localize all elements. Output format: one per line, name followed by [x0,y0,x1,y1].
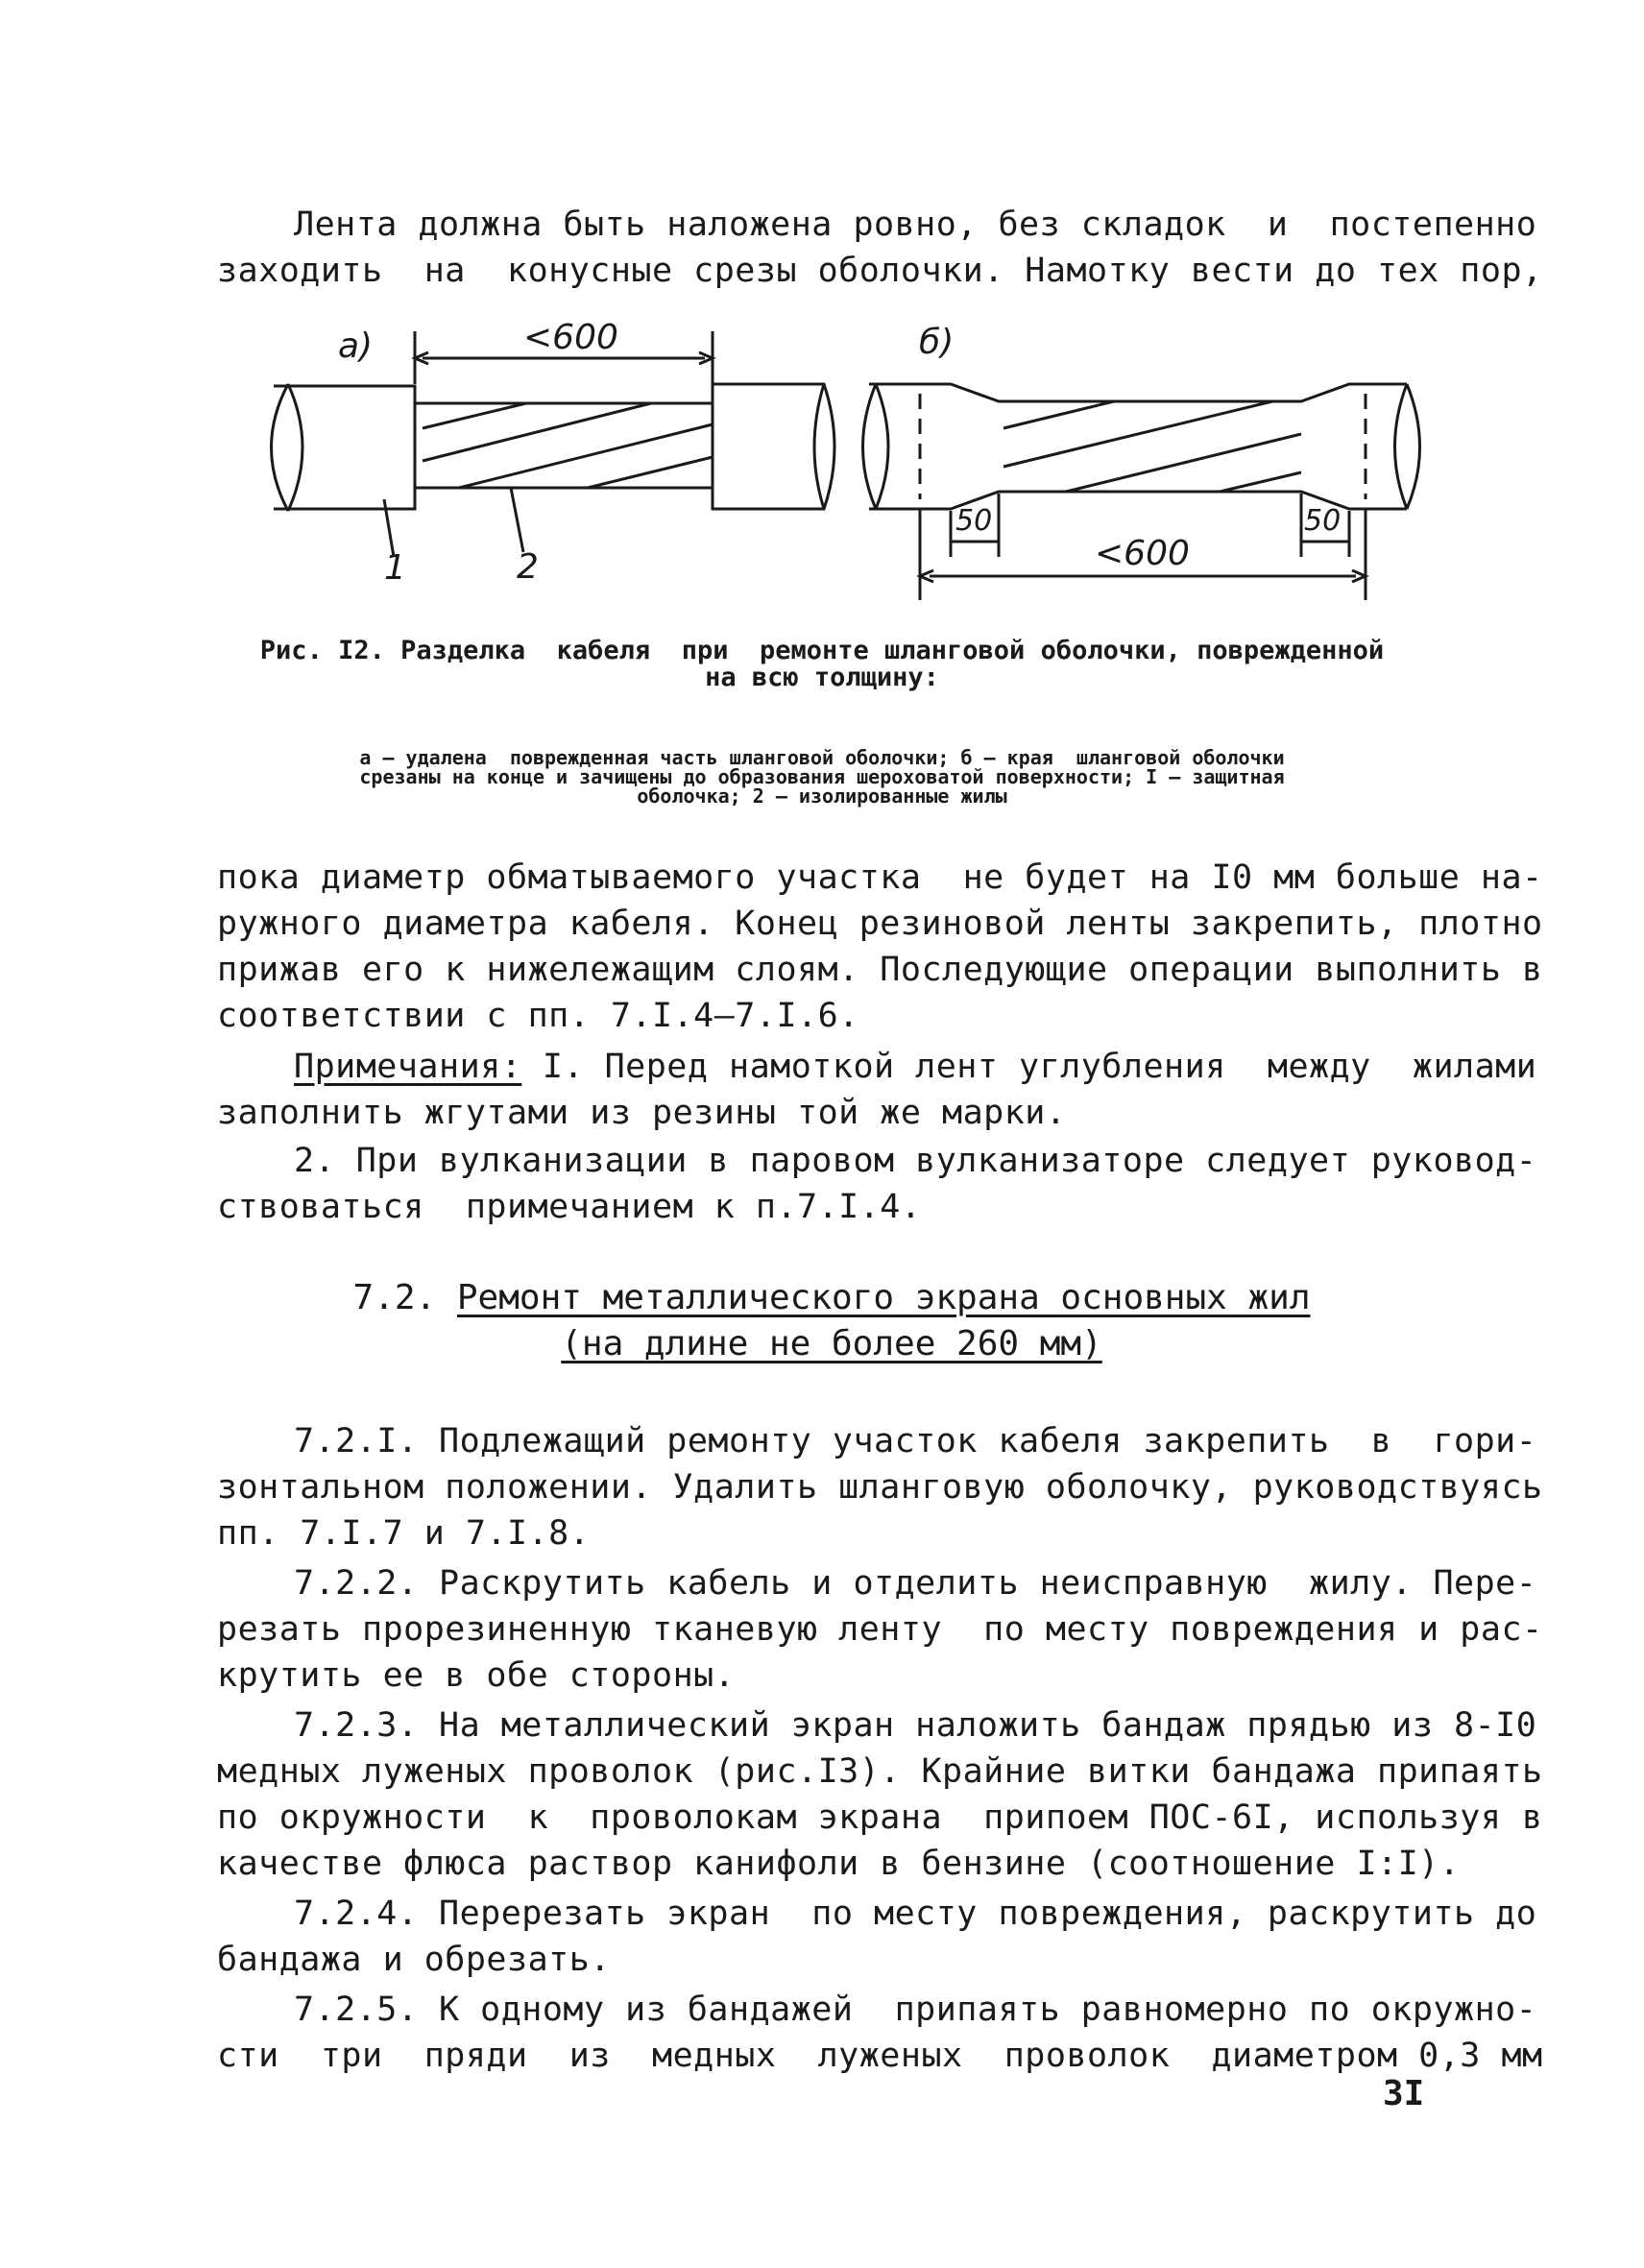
text-line: соответствии с пп. 7.I.4–7.I.6. [217,997,859,1035]
text-line: Лента должна быть наложена ровно, без складок и постепенно [294,205,1537,244]
text-line: зонтальном положении. Удалить шланговую оболочку, руководствуясь [217,1468,1543,1507]
figure-caption-legend: срезаны на конце и зачищены до образования шероховатой поверхности; I – защитная [359,765,1285,788]
text-line: резать прорезиненную тканевую ленту по месту повреждения и рас- [217,1610,1543,1649]
text-line: 7.2.5. К одному из бандажей припаять равномерно по окружно- [294,1991,1537,2029]
cable-cutting-figure [0,317,1644,615]
section-heading [217,1321,1446,1367]
label-b: б) [919,323,955,362]
text-line: 7.2.2. Раскрутить кабель и отделить неисправную жилу. Пере- [294,1564,1537,1603]
leader-label-1: 1 [384,548,406,588]
section-title: Ремонт металлического экрана основных жил [456,1278,1311,1317]
text-line: крутить ее в обе стороны. [217,1656,736,1695]
notes-label: Примечания: [294,1048,522,1086]
dimension-b: <600 [1095,534,1190,573]
dimension-a: <600 [523,318,618,357]
section-title: (на длине не более 260 мм) [561,1324,1102,1363]
text-line: сти три пряди из медных луженых проволок диаметром 0,3 мм [217,2037,1543,2075]
leader-label-2: 2 [517,547,539,587]
text-line: 7.2.4. Перерезать экран по месту повреждения, раскрутить до [294,1894,1537,1933]
notes-line: 2. При вулканизации в паровом вулканизаторе следует руковод- [294,1142,1537,1180]
figure-caption-legend: а – удалена поврежденная часть шланговой оболочки; б – края шланговой оболочки [359,746,1285,769]
text-line: заходить на конусные срезы оболочки. Намотку вести до тех пор, [217,252,1543,290]
text-line: бандажа и обрезать. [217,1941,611,1979]
text-line: ружного диаметра кабеля. Конец резиновой ленты закрепить, плотно [217,905,1543,943]
page-number: 3I [1383,2074,1425,2113]
text-line: 7.2.I. Подлежащий ремонту участок кабеля закрепить в гори- [294,1422,1537,1460]
dimension-50-right: 50 [1304,504,1342,538]
label-a: а) [338,326,374,366]
text-line: 7.2.3. На металлический экран наложить бандаж прядью из 8-I0 [294,1706,1537,1745]
text-line: пока диаметр обматываемого участка не будет на I0 мм больше на- [217,858,1543,897]
section-heading [217,1275,1446,1321]
figure-caption-title: Рис. I2. Разделка кабеля при ремонте шланговой оболочки, поврежденной [259,636,1385,665]
section-number: 7.2. [352,1278,437,1317]
notes-line: заполнить жгутами из резины той же марки. [217,1094,1067,1132]
text-line: качестве флюса раствор канифоли в бензине (соотношение I:I). [217,1845,1461,1883]
text-line: пп. 7.I.7 и 7.I.8. [217,1514,591,1553]
text-line: медных луженых проволок (рис.I3). Крайние витки бандажа припаять [217,1752,1543,1791]
notes-line: Примечания: I. Перед намоткой лент углубления между жилами [294,1048,1537,1086]
text-line: прижав его к нижележащим слоям. Последующие операции выполнить в [217,951,1543,989]
notes-line: ствоваться примечанием к п.7.I.4. [217,1188,922,1226]
text-line: по окружности к проволокам экрана припоем ПОС-6I, используя в [217,1798,1543,1837]
dimension-50-left: 50 [955,504,993,538]
figure-caption-title: на всю толщину: [705,663,939,692]
figure-caption-legend: оболочка; 2 – изолированные жилы [637,784,1007,808]
